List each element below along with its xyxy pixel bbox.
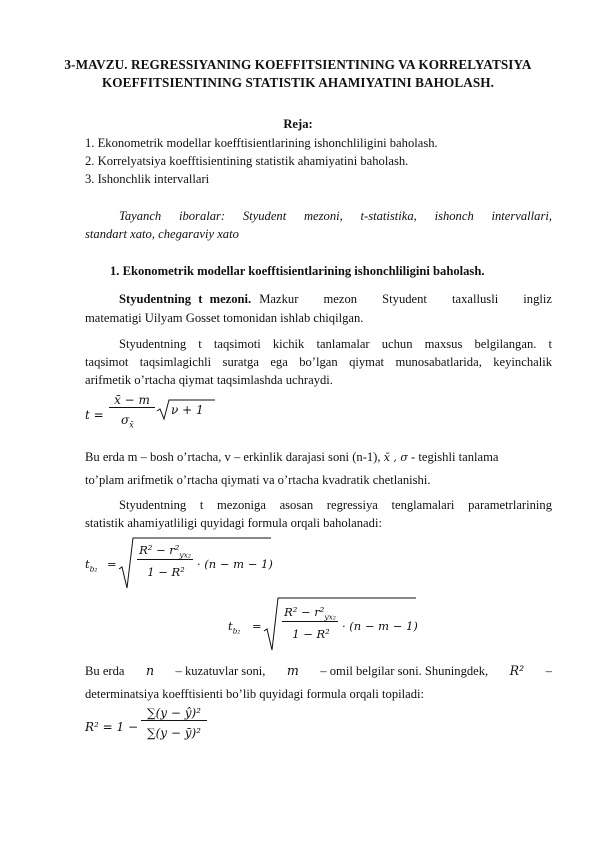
formula-t-lhs: t =	[85, 408, 104, 422]
paragraph-1-line-2: matematigi Uilyam Gosset tomonidan ishlab chiqilgan.	[85, 311, 364, 325]
keywords-line-1: Tayanch iboralar: Styudent mezoni, t-statistika, ishonch intervallari,	[119, 209, 552, 223]
paragraph-4-line-1: Styudentning t mezoniga asosan regressiya tenglamalari parametrlarining	[119, 498, 552, 512]
paragraph-2-line-3: arifmetik o’rtacha qiymat taqsimlashda uchraydi.	[85, 373, 333, 387]
plan-heading: Reja:	[283, 117, 313, 131]
paragraph-3-line-2: to’plam arifmetik o’rtacha qiymati va o’rtacha kvadratik chetlanishi.	[85, 473, 431, 487]
paragraph-1-rest: Mazkur mezon Styudent taxallusli ingliz	[259, 292, 552, 306]
keywords-line-2: standart xato, chegaraviy xato	[85, 227, 239, 241]
paragraph-1-line-1	[119, 290, 552, 308]
plan-item-2: 2. Korrelyatsiya koefftisientining statistik ahamiyatini baholash.	[85, 154, 409, 168]
formula-t-numerator: x̄ − m	[109, 393, 155, 408]
student-t-term: Styudentning t mezoni.	[119, 292, 252, 306]
symbols-mean-sigma: x̄ , σ	[383, 451, 408, 464]
formula-t-root: ν + 1	[171, 403, 204, 417]
paragraph-3-line-1: Bu erda m – bosh o’rtacha, v – erkinlik darajasi soni (n-1), x̄ , σ - tegishli tanlama	[85, 450, 499, 464]
paragraph-2-line-1: Styudentning t taqsimoti kichik tanlamalar uchun maxsus belgilangan. t	[119, 337, 552, 351]
paragraph-5-line-2: determinatsiya koefftisienti bo’lib quyidagi formula orqali topiladi:	[85, 687, 425, 701]
paragraph-2-line-2: taqsimot taqsimlagichli suratga ega bo’lgan qiymat munosabatlarida, keyinchalik	[85, 355, 552, 369]
paragraph-4-line-2: statistik ahamiyatliligi quyidagi formula orqali baholanadi:	[85, 516, 382, 530]
page-title: 3-MAVZU. REGRESSIYANING KOEFFITSIENTINING VA KORRELYATSIYA KOEFFITSIENTINING STATISTIK AHAMIYATINI BAHOLASH.	[64, 57, 532, 90]
paragraph-5-line-1: Bu erda n – kuzatuvlar soni, m – omil belgilar soni. Shuningdek, R² –	[85, 663, 552, 678]
section-heading: 1. Ekonometrik modellar koefftisientlarining ishonchliligini baholash.	[110, 264, 485, 278]
plan-item-1: 1. Ekonometrik modellar koefftisientlarining ishonchliligini baholash.	[85, 136, 438, 150]
plan-item-3: 3. Ishonchlik intervallari	[85, 172, 210, 186]
formula-t-denominator: $\sigma_{x̄}$	[121, 413, 134, 430]
